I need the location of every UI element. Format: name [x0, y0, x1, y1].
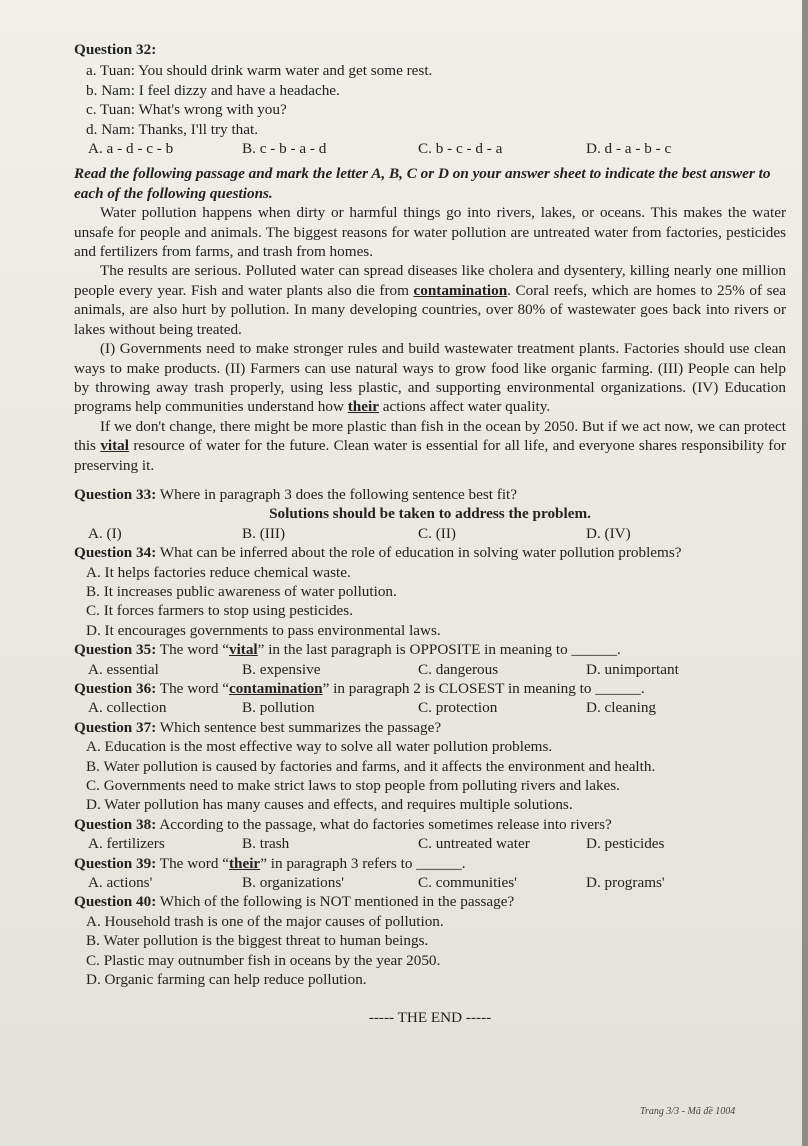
q34-option-d[interactable]: D. It encourages governments to pass environmental laws. — [86, 621, 441, 639]
q34-stem — [74, 543, 786, 562]
q36-option-c[interactable]: C. protection — [418, 699, 498, 717]
q33-label: Question 33: — [74, 485, 157, 503]
q35-stem — [74, 640, 786, 659]
q33-sentence: Solutions should be taken to address the problem. — [269, 505, 591, 523]
q36-text-a: The word “ — [156, 680, 229, 697]
q38-option-c[interactable]: C. untreated water — [418, 835, 530, 853]
q40-label: Question 40: — [74, 893, 157, 911]
p4-text-b: resource of water for the future. Clean water is essential for all life, and everyone shares responsibility for preserving it. — [74, 437, 786, 474]
q39-blank: ______. — [416, 854, 466, 872]
q33-option-a[interactable]: A. (I) — [88, 524, 122, 542]
q40-option-c[interactable]: C. Plastic may outnumber fish in oceans by the year 2050. — [86, 951, 441, 969]
p4-word-vital: vital — [100, 437, 129, 455]
q39-options — [74, 873, 786, 892]
passage-paragraph-3 — [74, 339, 786, 417]
passage-paragraph-4 — [74, 417, 786, 475]
q38-text: According to the passage, what do factories sometimes release into rivers? — [156, 815, 612, 833]
q35-option-b[interactable]: B. expensive — [242, 660, 321, 678]
q35-option-c[interactable]: C. dangerous — [418, 660, 499, 678]
q40-option-b[interactable]: B. Water pollution is the biggest threat to human beings. — [86, 932, 429, 950]
q36-option-d[interactable]: D. cleaning — [586, 699, 657, 717]
q34-label: Question 34: — [74, 544, 157, 562]
q36-option-b[interactable]: B. pollution — [242, 699, 315, 717]
q38-option-a[interactable]: A. fertilizers — [88, 835, 165, 853]
q37-stem — [74, 718, 786, 737]
q38-label: Question 38: — [74, 815, 157, 833]
q32-option-a[interactable]: A. a - d - c - b — [88, 140, 174, 158]
q37-option-a[interactable]: A. Education is the most effective way to solve all water pollution problems. — [86, 738, 553, 756]
q32-option-b[interactable]: B. c - b - a - d — [242, 140, 327, 158]
q40-option-a[interactable]: A. Household trash is one of the major causes of pollution. — [86, 912, 444, 930]
p2-text-b: . Coral reefs, which are homes to 25% of sea animals, are also hurt by pollution. In many developing countries, over 80% of wastewater goes back into rivers or lakes without being treated. — [74, 281, 786, 338]
q35-label: Question 35: — [74, 641, 157, 659]
q39-stem — [74, 854, 786, 873]
p2-word-contamination: contamination — [413, 281, 508, 299]
q32-options — [74, 139, 786, 158]
page-footer: Trang 3/3 - Mã đề 1004 — [640, 1106, 736, 1117]
q35-word: vital — [228, 641, 258, 659]
q37-option-d[interactable]: D. Water pollution has many causes and effects, and requires multiple solutions. — [86, 796, 573, 814]
q33-option-d[interactable]: D. (IV) — [586, 524, 631, 542]
exam-content — [74, 40, 786, 1027]
q38-option-d[interactable]: D. pesticides — [586, 835, 665, 853]
q40-text: Which of the following is NOT mentioned in the passage? — [156, 893, 515, 911]
q37-label: Question 37: — [74, 718, 157, 736]
q33-option-c[interactable]: C. (II) — [418, 524, 456, 542]
q32-line-b: b. Nam: I feel dizzy and have a headache. — [86, 81, 340, 99]
q37-option-c[interactable]: C. Governments need to make strict laws to stop people from polluting rivers and lakes. — [86, 777, 620, 795]
q34-option-b[interactable]: B. It increases public awareness of water pollution. — [86, 582, 397, 600]
p3-text-b: actions affect water quality. — [378, 398, 551, 416]
q32-option-c[interactable]: C. b - c - d - a — [418, 140, 503, 158]
q32-line-a: a. Tuan: You should drink warm water and get some rest. — [86, 62, 433, 80]
q39-text-b: ” in paragraph 3 refers to — [260, 854, 417, 872]
passage-paragraph-2 — [74, 261, 786, 339]
q40-stem — [74, 892, 786, 911]
q38-stem — [74, 815, 786, 834]
q35-options — [74, 660, 786, 679]
passage-paragraph-1: Water pollution happens when dirty or harmful things go into rivers, lakes, or oceans. This makes the water unsafe for people and animals. The biggest reasons for water pollution are untreated water from factories, pesticides and fertilizers from farms, and trash from homes. — [74, 204, 786, 261]
q38-option-b[interactable]: B. trash — [242, 835, 290, 853]
p3-text-a: (I) Governments need to make stronger rules and build wastewater treatment plants. Factories should use clean ways to make products. (II) Farmers can use natural ways to grow food like organic farming. (III) People can help by throwing away trash properly, using less plastic, and supporting environmental organizations. (IV) Education programs help communities understand how — [74, 340, 786, 416]
q39-option-a[interactable]: A. actions' — [88, 874, 153, 892]
q39-word: their — [228, 854, 261, 872]
q37-option-b[interactable]: B. Water pollution is caused by factories and farms, and it affects the environment and health. — [86, 757, 656, 775]
q39-label: Question 39: — [74, 854, 157, 872]
q36-label: Question 36: — [74, 680, 157, 697]
page-edge-shadow — [802, 0, 808, 1146]
q36-options — [74, 698, 786, 717]
q40-option-d[interactable]: D. Organic farming can help reduce pollution. — [86, 971, 367, 989]
q36-text-b: ” in paragraph 2 is CLOSEST in meaning to — [322, 680, 596, 697]
q33-option-b[interactable]: B. (III) — [242, 524, 286, 542]
q34-option-c[interactable]: C. It forces farmers to stop using pesticides. — [86, 602, 353, 620]
q37-text: Which sentence best summarizes the passage? — [156, 718, 442, 736]
q32-line-d: d. Nam: Thanks, I'll try that. — [86, 120, 259, 138]
p4-text-a: If we don't change, there might be more plastic than fish in the ocean by 2050. But if we act now, we can protect this — [74, 417, 786, 455]
q35-text-b: ” in the last paragraph is OPPOSITE in meaning to — [257, 641, 572, 659]
q38-options — [74, 834, 786, 853]
q39-option-c[interactable]: C. communities' — [418, 874, 517, 892]
q39-text-a: The word “ — [156, 854, 229, 872]
reading-instruction: Read the following passage and mark the letter A, B, C or D on your answer sheet to indicate the best answer to each of the following questions. — [74, 165, 771, 202]
p2-text-a: The results are serious. Polluted water can spread diseases like cholera and dysentery, killing nearly one million people every year. Fish and water plants also die from — [74, 262, 786, 299]
q36-option-a[interactable]: A. collection — [88, 699, 167, 717]
q33-text: Where in paragraph 3 does the following sentence best fit? — [156, 485, 517, 503]
q33-options — [74, 524, 786, 543]
q39-option-d[interactable]: D. programs' — [586, 874, 665, 892]
q36-word: contamination — [228, 680, 323, 697]
q32-line-c: c. Tuan: What's wrong with you? — [86, 101, 287, 119]
q39-option-b[interactable]: B. organizations' — [242, 874, 345, 892]
q32-title: Question 32: — [74, 41, 157, 58]
q35-blank: ______. — [571, 641, 621, 659]
q34-text: What can be inferred about the role of education in solving water pollution problems? — [156, 544, 682, 562]
q35-text-a: The word “ — [156, 641, 229, 659]
q36-stem — [74, 679, 786, 698]
q34-option-a[interactable]: A. It helps factories reduce chemical waste. — [86, 563, 351, 581]
q35-option-a[interactable]: A. essential — [88, 660, 159, 678]
q35-option-d[interactable]: D. unimportant — [586, 660, 679, 678]
p3-word-their: their — [347, 398, 379, 416]
q32-option-d[interactable]: D. d - a - b - c — [586, 140, 672, 158]
q36-blank: ______. — [595, 680, 645, 697]
the-end-marker: ----- THE END ----- — [368, 1008, 492, 1026]
q33-stem — [74, 485, 786, 504]
